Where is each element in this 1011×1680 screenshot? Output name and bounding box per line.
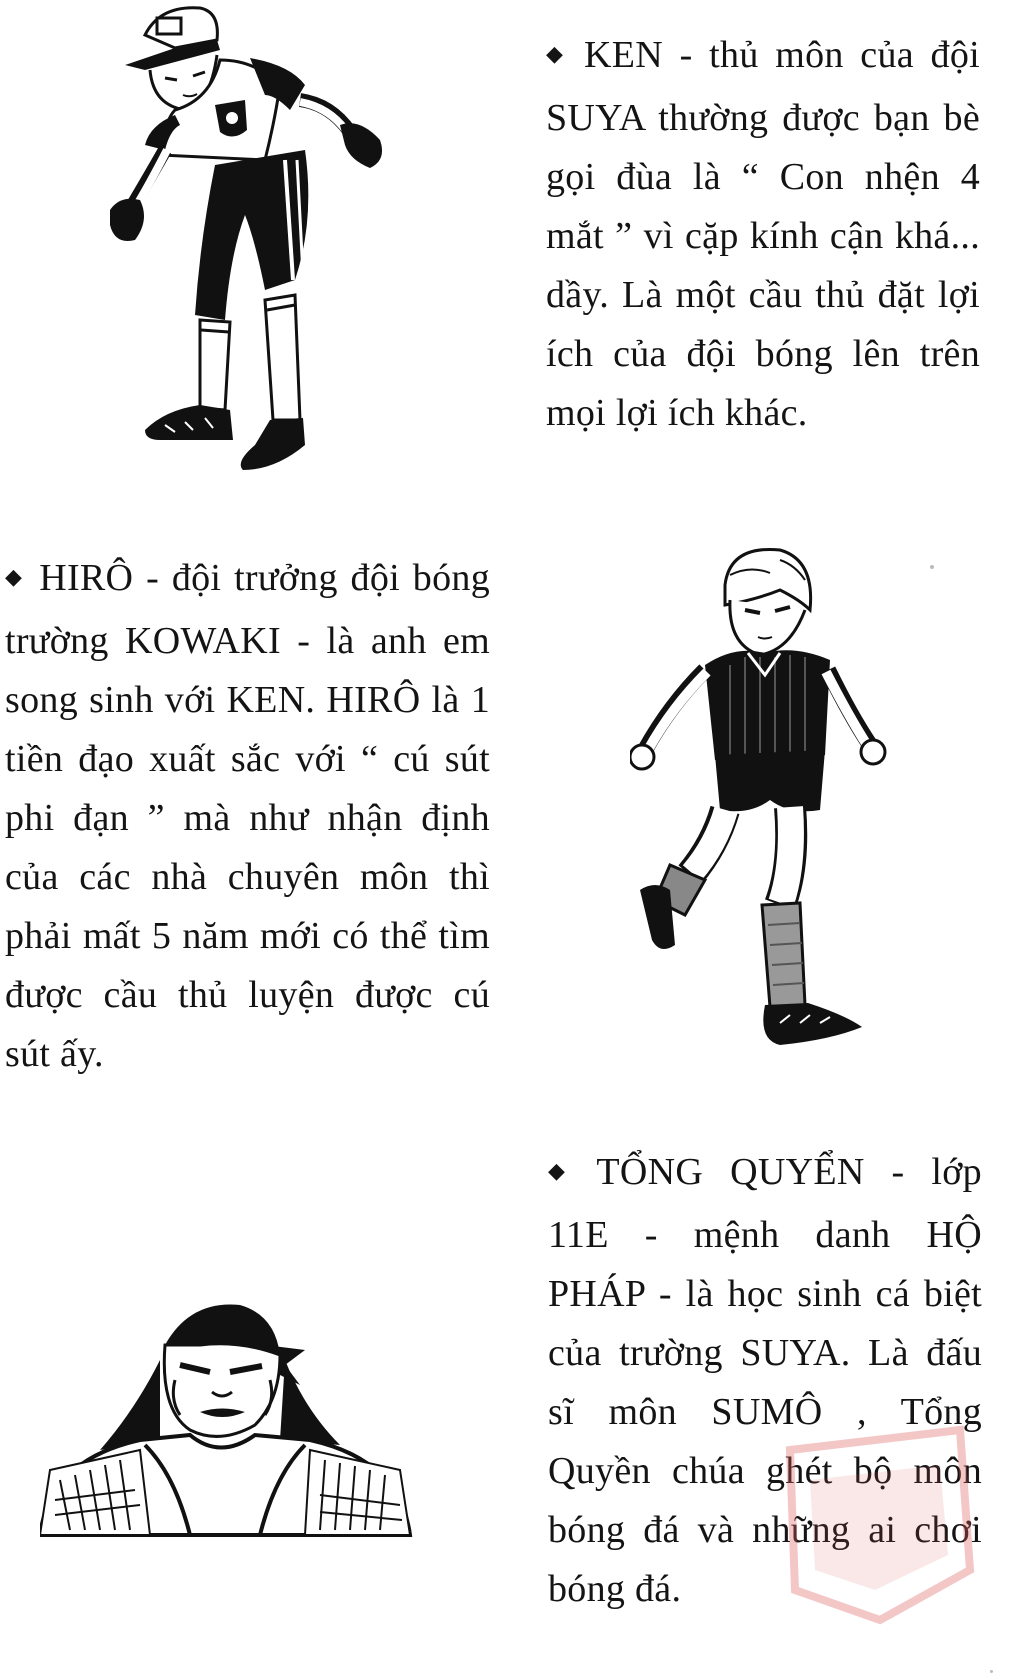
stamp-watermark-icon (770, 1420, 980, 1630)
paper-speck (990, 1670, 993, 1673)
striker-illustration-icon (630, 545, 900, 1095)
profile-ken-description: KEN - thủ môn của đội SUYA thường được bạn bè gọi đùa là “ Con nhện 4 mắt ” vì cặp kính cận khá... dầy. Là một cầu thủ đặt lợi ích của đội bóng lên trên mọi lợi ích khác. (546, 34, 980, 434)
sumo-wrestler-illustration-icon (40, 1300, 450, 1540)
goalkeeper-illustration-icon (105, 0, 420, 505)
bullet-diamond-icon: ◆ (546, 41, 571, 66)
profile-hiro-description: HIRÔ - đội trưởng đội bóng trường KOWAKI - là anh em song sinh với KEN. HIRÔ là 1 tiền đạo xuất sắc với “ cú sút phi đạn ” mà như nhận định của các nhà chuyên môn thì phải mất 5 năm mới có thể tìm được cầu thủ luyện được cú sút ấy. (5, 557, 490, 1075)
profile-ken-text (546, 26, 980, 443)
bullet-diamond-icon: ◆ (548, 1158, 583, 1183)
profile-hiro-text (5, 549, 490, 1084)
paper-speck (930, 565, 934, 569)
bullet-diamond-icon: ◆ (5, 564, 26, 589)
profile-tong-quyen-description: TỔNG QUYỂN - lớp 11E - mệnh danh HỘ PHÁP - là học sinh cá biệt của trường SUYA. Là đấu sĩ môn SUMÔ , Tổng Quyền chúa ghét bộ môn bóng đá và những ai chơi bóng đá. (548, 1151, 982, 1610)
